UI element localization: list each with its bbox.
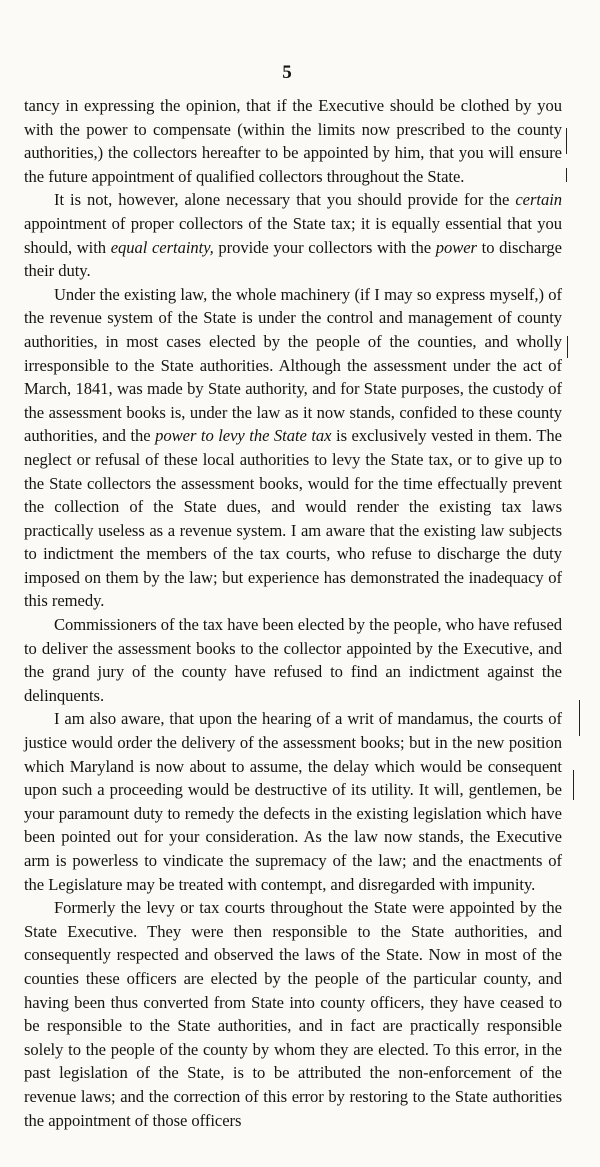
italic-text: equal certainty, (110, 237, 214, 257)
italic-text: power to levy the State tax (155, 426, 332, 446)
margin-mark (579, 700, 580, 736)
italic-text: certain (515, 190, 562, 210)
text-segment: to discharge their duty. (24, 237, 562, 281)
text-segment: appointment of proper collectors of the State tax; it is equally essential that you should, with (24, 213, 562, 257)
body-text (24, 94, 562, 1132)
paragraph (24, 896, 562, 1132)
margin-mark (573, 770, 574, 800)
text-segment: I am also aware, that upon the hearing of a writ of mandamus, the courts of justice would order the delivery of the assessment books; but in the new position which Maryland is now about to assume, the delay which would be consequent upon such a proceeding would be destructive of its utility. It will, gentlemen, be your paramount duty to remedy the defects in the existing legislation which have been pointed out for your consideration. As the law now stands, the Executive arm is powerless to vindicate the supremacy of the law; and the enactments of the Legislature may be treated with contempt, and disregarded with impunity. (24, 709, 562, 894)
text-segment: It is not, however, alone necessary that you should provide for the (54, 190, 516, 210)
margin-mark (566, 168, 567, 182)
text-segment: is exclusively vested in them. The neglect or refusal of these local authorities to levy the State tax, or to give up to the State collectors the assessment books, would for the time effectually prevent the collection of the State dues, and would render the existing tax laws practically useless as a revenue system. I am aware that the existing law subjects to indictment the members of the tax courts, who refuse to discharge the duty imposed on them by the law; but experience has demonstrated the inadequacy of this remedy. (24, 426, 562, 611)
paragraph (24, 94, 562, 188)
italic-text: power (435, 237, 477, 257)
margin-mark (567, 336, 568, 358)
page-number: 5 (282, 62, 292, 83)
text-segment: provide your collectors with the (213, 237, 436, 257)
margin-mark (566, 128, 567, 154)
text-segment: tancy in expressing the opinion, that if the Executive should be clothed by you with the power to compensate (within the limits now prescribed to the county authorities,) the collectors hereafter to be appointed by him, that you will ensure the future appointment of qualified collectors throughout the State. (24, 96, 562, 186)
text-segment: Formerly the levy or tax courts throughout the State were appointed by the State Executive. They were then responsible to the State authorities, and consequently respected and observed the laws of the State. Now in most of the counties these officers are elected by the people of the particular county, and having been thus converted from State into county officers, they have ceased to be responsible to the State authorities, and in fact are practically responsible solely to the people of the county by whom they are elected. To this error, in the past legislation of the State, is to be attributed the non-enforcement of the revenue laws; and the correction of this error by restoring to the State authorities the appointment of those officers (24, 898, 562, 1130)
paragraph (24, 283, 562, 613)
paragraph (24, 188, 562, 282)
text-segment: Under the existing law, the whole machinery (if I may so express myself,) of the revenue system of the State is under the control and management of county authorities, in most cases elected by the people of the counties, and wholly irresponsible to the State authorities. Although the assessment under the act of March, 1841, was made by State authority, and for State purposes, the custody of the assessment books is, under the law as it now stands, confided to these county authorities, and the (24, 284, 562, 446)
text-segment: Commissioners of the tax have been elected by the people, who have refused to deliver the assessment books to the collector appointed by the Executive, and the grand jury of the county have refused to find an indictment against the delinquents. (24, 615, 562, 705)
paragraph (24, 613, 562, 707)
paragraph (24, 707, 562, 896)
